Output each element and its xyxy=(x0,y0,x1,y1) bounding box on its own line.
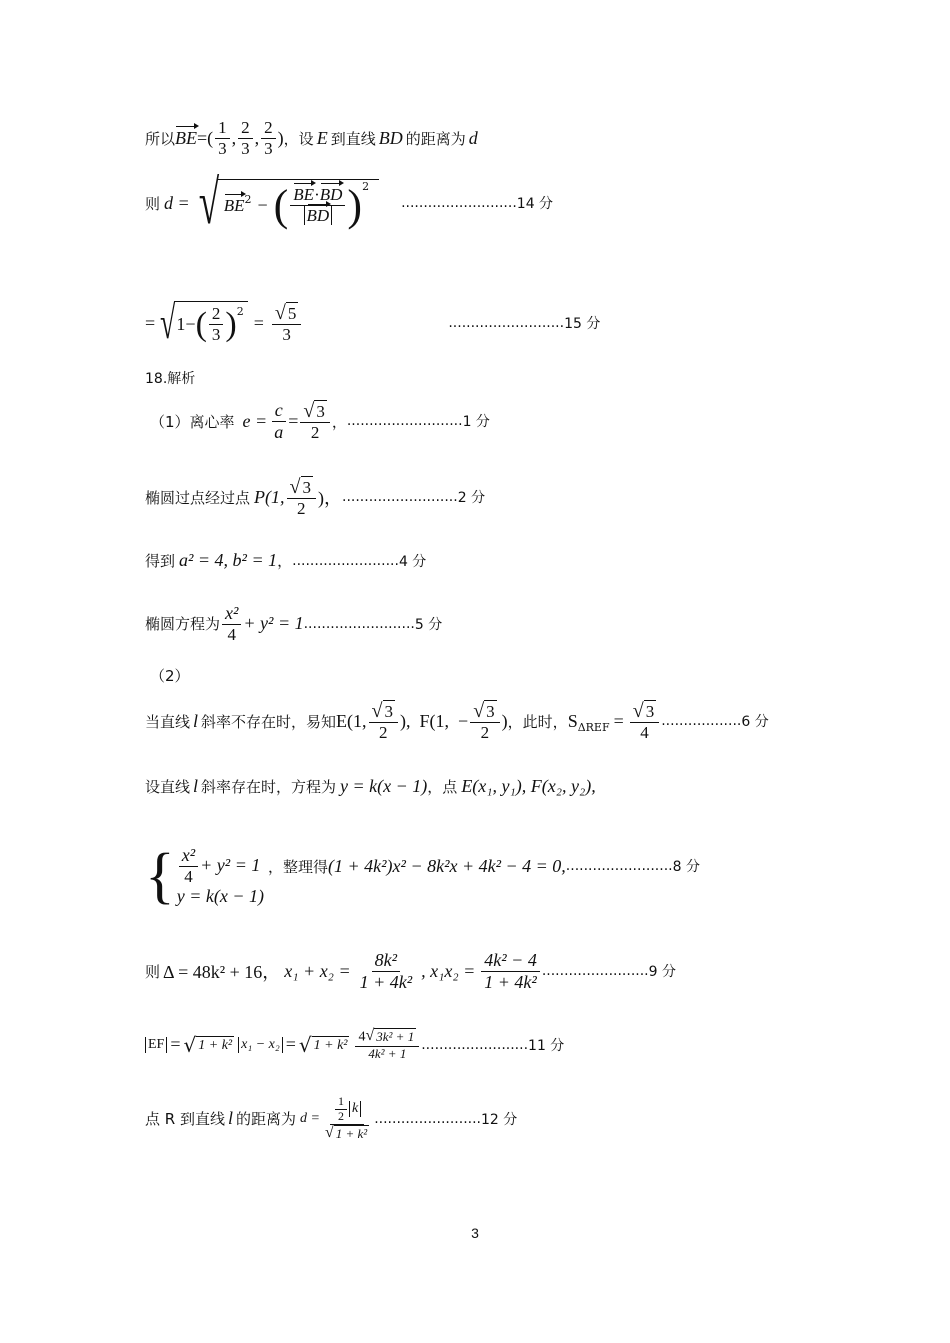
dots: ......................... xyxy=(303,615,415,632)
vector-be: BE xyxy=(175,127,198,148)
system: $\frac{\text{x²}}{4}$ + y² = 1 y = k(x − 1) xyxy=(176,845,265,907)
line-distance-result: = √ 1− ( $\frac{2}{3}$ ) $^2$ = √ 5 3 .......................... 15 分 xyxy=(145,297,601,348)
fraction: √ 3 2 xyxy=(470,700,499,742)
text: 的距离为 xyxy=(405,129,466,148)
line-eccentricity: （1）离心率 e = $\frac{c}{a}$ = √ 3 2 ， .......................... 1 分 xyxy=(150,399,490,442)
line-be-vector: 所以 BE =( $\frac{1}{3}$ , $\frac{2}{3}$ , $\frac{2}{3}$ ) ，设 E 到直线 BD 的距离为 d xyxy=(145,118,478,158)
var: d xyxy=(468,127,478,148)
line-system: { $\frac{\text{x²}}{4}$ + y² = 1 y = k(x − 1) ，整理得 (1 + 4k²)x² − 8k²x + 4k² − 4 = 0, ........................ 8 分 xyxy=(145,842,700,911)
score: 11 分 xyxy=(528,1037,565,1054)
fraction: √ 3 2 xyxy=(369,700,398,742)
sqrt-sign: √ xyxy=(160,297,176,348)
dots: .......................... xyxy=(448,315,565,331)
text: ，设 xyxy=(283,129,314,148)
fraction: $\frac{1}{3}$ xyxy=(215,118,230,158)
score: 12 分 xyxy=(481,1111,518,1128)
vector-be: BE xyxy=(223,195,245,215)
text: 到直线 xyxy=(330,129,376,148)
fraction: $\frac{c}{a}$ xyxy=(271,400,286,442)
fraction: $\frac{\text{x²}}{4}$ xyxy=(179,845,198,886)
page-number: 3 xyxy=(471,1225,479,1241)
var: E xyxy=(316,127,328,148)
line-ellipse-equation: 椭圆方程为 $\frac{\text{x²}}{4}$ + y² = 1 ......................... 5 分 xyxy=(145,603,443,644)
dots: .......................... xyxy=(342,489,458,506)
brace: { xyxy=(145,842,175,911)
dots: ........................ xyxy=(541,963,649,980)
question-heading: 18.解析 xyxy=(145,371,196,387)
line-slope-exists: 设直线 l 斜率存在时，方程为 y = k(x − 1) ，点 E(x₁, y₁), F(x₂, y₂), xyxy=(145,776,596,796)
line-slope-undefined: 当直线 l 斜率不存在时，易知 E(1, √ 3 2 ), F(1, − √ 3 2 ) ，此时， S $_{\Delta REF}$ = √ 3 4 .................. 6 分 xyxy=(145,699,769,742)
sqrt-sign: √ xyxy=(198,169,219,237)
score: 8 分 xyxy=(672,859,700,876)
score: 2 分 xyxy=(457,490,486,507)
line-point-p: 椭圆过点经过点 P(1, √ 3 2 )， .......................... 2 分 xyxy=(145,475,486,518)
line-ef-length: EF = √ 1 + k² x₁ − x₂ = √ 1 + k² 4 √ 3k² + 1 4k² + 1 ........................ 11 分 xyxy=(145,1028,564,1062)
score: 6 分 xyxy=(741,714,769,731)
fraction: $\frac{BE\cdot BD}{BD}$ xyxy=(290,185,345,225)
line-ab-values: 得到 a² = 4, b² = 1 ， ........................ 4 分 xyxy=(145,550,427,570)
dots: ........................ xyxy=(374,1110,481,1127)
fraction: √ 3 2 xyxy=(287,476,316,518)
part-two-label: （2） xyxy=(150,667,190,685)
text: ) xyxy=(277,127,284,148)
score: 14 分 xyxy=(516,196,554,212)
dots: ........................ xyxy=(292,552,399,569)
text: 则 xyxy=(145,194,161,213)
fraction: $\frac{2}{3}$ xyxy=(238,118,253,158)
fraction: $\frac{2}{3}$ xyxy=(209,304,224,344)
fraction: 4 √ 3k² + 1 4k² + 1 xyxy=(355,1028,419,1062)
line-vieta: 则 Δ = 48k² + 16， x₁ + x₂ = $\frac{\text{8k²}}{\text{1 + 4k²}}$ , x₁x₂ = $\frac{\text{4k² − 4}}{\text{1 + 4k²}}$ ........................ 9 分 xyxy=(145,950,676,992)
sqrt-body: BE $^2$ − ( $\frac{BE\cdot BD}{BD}$ ) $^2$ xyxy=(218,179,379,228)
paren: ) xyxy=(347,180,363,230)
var: BD xyxy=(378,127,403,148)
dots: ........................ xyxy=(421,1036,529,1053)
fraction: $\frac{\text{8k²}}{\text{1 + 4k²}}$ xyxy=(359,950,413,992)
text: 所以 xyxy=(145,129,176,148)
fraction: $\frac{\text{x²}}{4}$ xyxy=(222,603,241,644)
fraction: √ 5 3 xyxy=(272,302,301,344)
fraction: $\frac{2}{3}$ xyxy=(261,118,276,158)
sqrt-body: 1− ( $\frac{2}{3}$ ) $^2$ xyxy=(174,301,247,344)
dots: .................. xyxy=(661,713,742,730)
text: =( xyxy=(197,127,214,148)
fraction: √ 3 2 xyxy=(300,400,329,442)
fraction: √ 3 4 xyxy=(630,700,659,742)
score: 15 分 xyxy=(564,316,601,332)
paren: ( xyxy=(273,180,289,230)
dots: .......................... xyxy=(401,195,517,211)
line-distance-r: 点 R 到直线 l 的距离为 d = $\frac{1}{2}$ k √ 1 + k² ........................ 12 分 xyxy=(145,1094,518,1142)
score: 9 分 xyxy=(648,964,676,981)
dots: ........................ xyxy=(565,858,673,875)
lhs: d = xyxy=(164,192,190,213)
line-distance-formula xyxy=(145,169,554,237)
score: 5 分 xyxy=(414,616,443,633)
fraction: $\frac{1}{2}$ k √ 1 + k² xyxy=(324,1094,368,1142)
score: 1 分 xyxy=(462,414,490,431)
dots: .......................... xyxy=(346,413,463,430)
fraction: $\frac{\text{4k² − 4}}{\text{1 + 4k²}}$ xyxy=(481,950,540,992)
score: 4 分 xyxy=(398,553,427,570)
